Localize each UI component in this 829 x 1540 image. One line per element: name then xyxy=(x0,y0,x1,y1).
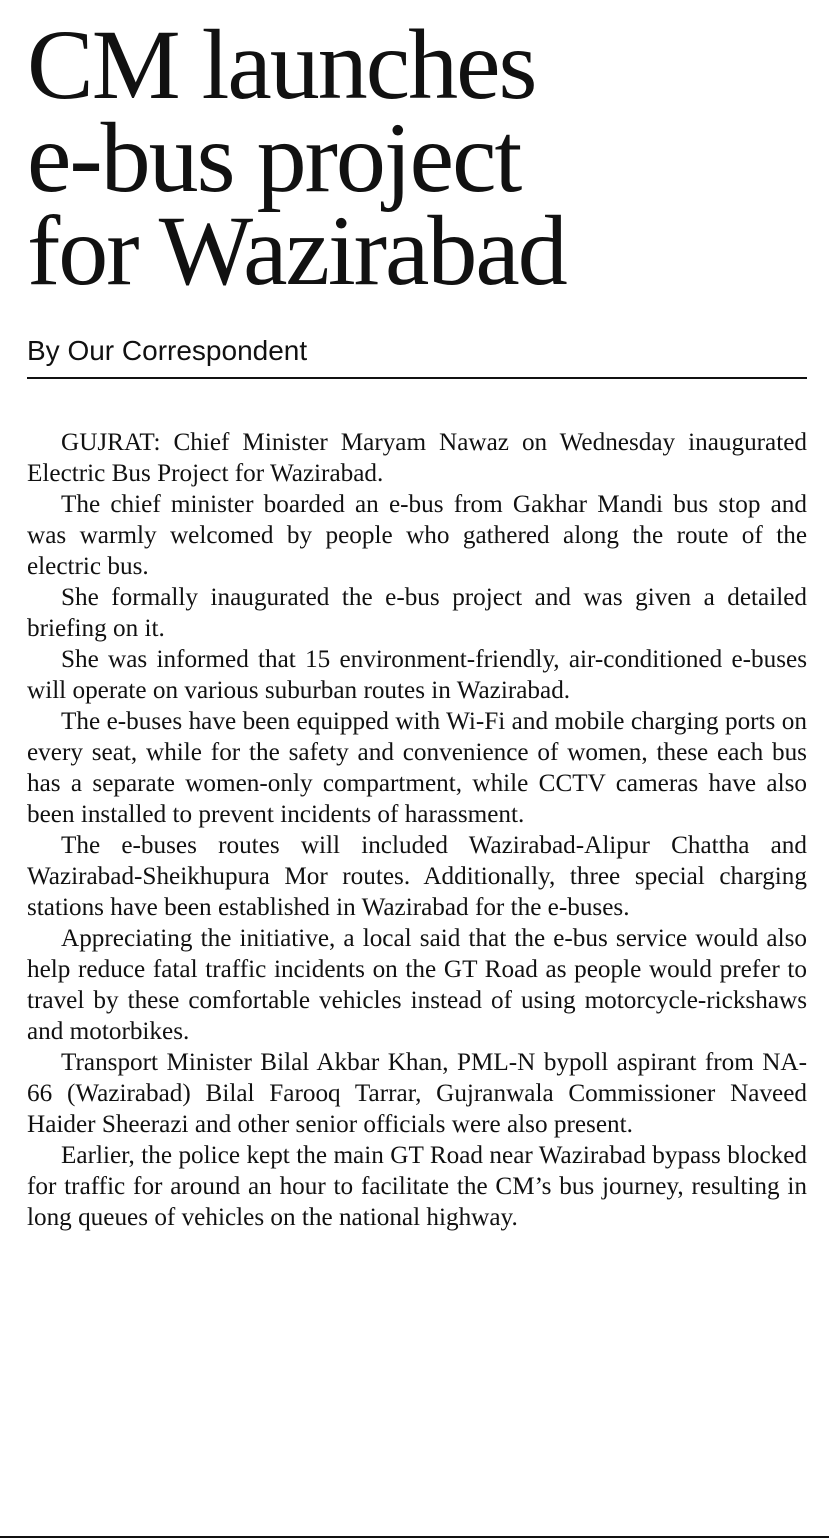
paragraph: Transport Minister Bilal Akbar Khan, PML-N bypoll aspirant from NA-66 (Wazirabad) Bilal Farooq Tarrar, Gujranwala Commissioner Naveed Haider Sheerazi and other senior officials were also present. xyxy=(27,1049,807,1138)
paragraph: The chief minister boarded an e-bus from Gakhar Mandi bus stop and was warmly welcomed by people who gathered along the route of the electric bus. xyxy=(27,491,807,580)
paragraph: GUJRAT: Chief Minister Maryam Nawaz on Wednesday inaugurated Electric Bus Project for Wazirabad. xyxy=(27,429,807,487)
byline-divider xyxy=(27,377,807,379)
headline xyxy=(27,0,807,306)
byline: By Our Correspondent xyxy=(27,335,308,366)
paragraph: The e-buses routes will included Wazirabad-Alipur Chattha and Wazirabad-Sheikhupura Mor routes. Additionally, three special charging stations have been established in Wazirabad for the e-buses. xyxy=(27,832,807,921)
bottom-divider xyxy=(0,1536,829,1538)
headline-line: e-bus project xyxy=(27,102,521,213)
headline-line: for Wazirabad xyxy=(27,195,566,306)
paragraph: She was informed that 15 environment-friendly, air-conditioned e-buses will operate on various suburban routes in Wazirabad. xyxy=(27,646,807,704)
news-article xyxy=(27,0,807,1233)
paragraph: Appreciating the initiative, a local said that the e-bus service would also help reduce fatal traffic incidents on the GT Road as people would prefer to travel by these comfortable vehicles instead of using motorcycle-rickshaws and motorbikes. xyxy=(27,925,807,1045)
headline-line: CM launches xyxy=(27,9,536,120)
paragraph: The e-buses have been equipped with Wi-Fi and mobile charging ports on every seat, while for the safety and convenience of women, these each bus has a separate women-only compartment, while CCTV cameras have also been installed to prevent incidents of harassment. xyxy=(27,708,807,828)
paragraph: She formally inaugurated the e-bus project and was given a detailed briefing on it. xyxy=(27,584,807,642)
article-body xyxy=(27,427,807,1233)
paragraph: Earlier, the police kept the main GT Road near Wazirabad bypass blocked for traffic for around an hour to facilitate the CM’s bus journey, resulting in long queues of vehicles on the national highway. xyxy=(27,1142,807,1231)
